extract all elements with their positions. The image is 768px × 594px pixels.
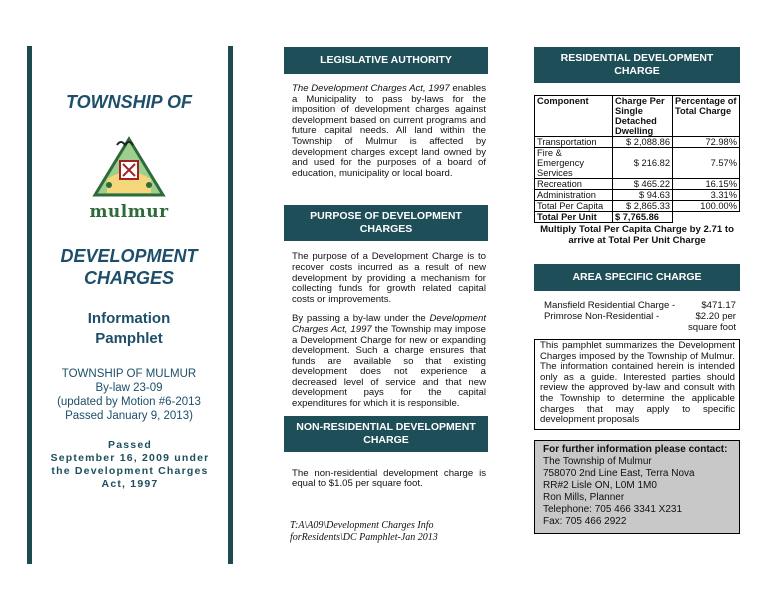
purpose-heading: PURPOSE OF DEVELOPMENT CHARGES xyxy=(284,205,488,241)
contact-line: 758070 2nd Line East, Terra Nova xyxy=(543,467,695,479)
row-percentage: 16.15% xyxy=(673,179,740,190)
column-header-component: Component xyxy=(535,96,613,137)
table-row xyxy=(535,137,740,148)
contact-box xyxy=(534,440,740,534)
table-row xyxy=(535,179,740,190)
purpose-para-1: The purpose of a Development Charge is to recover costs incurred as a result of new development by providing a mechanism for collecting funds for growth related capital costs or improvements. xyxy=(292,251,486,305)
legislative-body: enables a Municipality to pass by-laws for the imposition of development charges against development based on current programs and future capital needs. All land within the Township of Mulmur is affected by development charges except land owned by and used for the purposes of a board of education, municipality or local board. xyxy=(292,83,486,179)
table-row xyxy=(535,201,740,212)
row-charge: $ 94.63 xyxy=(613,190,673,201)
bylaw-number: By-law 23-09 xyxy=(95,382,163,394)
mansfield-value: $471.17 xyxy=(701,300,736,311)
mulmur-logo xyxy=(89,135,169,222)
primrose-unit: square foot xyxy=(687,322,736,333)
bylaw-township: TOWNSHIP OF MULMUR xyxy=(61,368,197,380)
primrose-value: $2.20 per xyxy=(695,311,736,322)
table-header-row xyxy=(535,96,740,137)
contact-line: RR#2 Lisle ON, L0M 1M0 xyxy=(543,479,657,491)
nonres-text: The non-residential development charge is equal to $1.05 per square foot. xyxy=(292,467,486,490)
cover-title-township: TOWNSHIP OF xyxy=(66,92,192,112)
row-percentage: 72.98% xyxy=(673,137,740,148)
mansfield-label: Mansfield Residential Charge - xyxy=(544,300,676,311)
cover-title-charges: CHARGES xyxy=(83,268,174,288)
row-component: Administration xyxy=(535,190,613,201)
table-row xyxy=(535,190,740,201)
cover-subtitle-information: Information xyxy=(87,310,171,327)
multiplier-note: Multiply Total Per Capita Charge by 2.71 to arrive at Total Per Unit Charge xyxy=(540,224,734,246)
contact-heading: For further information please contact: xyxy=(543,443,728,455)
purpose-para-2-start: By passing a by-law under the xyxy=(292,313,426,325)
contact-line: Telephone: 705 466 3341 X231 xyxy=(543,503,683,515)
row-percentage: 3.31% xyxy=(673,190,740,201)
total-label: Total Per Unit xyxy=(535,212,613,223)
cover-title-development: DEVELOPMENT xyxy=(60,246,198,266)
residential-heading: RESIDENTIAL DEVELOPMENT CHARGE xyxy=(534,47,740,83)
passed-date: September 16, 2009 under xyxy=(50,452,210,464)
row-component: Recreation xyxy=(535,179,613,190)
contact-line: Fax: 705 466 2922 xyxy=(543,515,627,527)
area-line-primrose xyxy=(544,311,736,322)
legislative-text xyxy=(284,84,488,179)
logo-emblem-icon xyxy=(89,135,169,201)
table-total-row xyxy=(535,212,740,223)
row-charge: $ 2,088.86 xyxy=(613,137,673,148)
residential-charge-table xyxy=(534,95,740,223)
passed-block xyxy=(30,439,230,491)
purpose-act-name: Development Charges Act, 1997 xyxy=(292,313,486,335)
area-charges xyxy=(534,300,740,333)
table-row xyxy=(535,148,740,179)
passed-label: Passed xyxy=(108,439,152,451)
purpose-para-2 xyxy=(284,314,488,409)
middle-panel xyxy=(284,47,488,544)
purpose-para-2-end: the Township may impose a Development Charge for new or expanding development. Such a charge ensures that funds are available so that existing development does not experience a decreased level of service and that new development pays for the capital expenditures for which it is responsible. xyxy=(292,323,486,410)
cover-subtitle-pamphlet: Pamphlet xyxy=(95,330,163,347)
cover-panel xyxy=(36,92,222,491)
row-charge: $ 216.82 xyxy=(613,148,673,179)
file-path-line-1: T:A\A09\Development Charges Info xyxy=(290,519,434,531)
contact-line: Ron Mills, Planner xyxy=(543,491,625,503)
contact-line: The Township of Mulmur xyxy=(543,455,652,467)
column-header-charge: Charge Per Single Detached Dwelling xyxy=(613,96,673,137)
row-charge: $ 2,865.33 xyxy=(613,201,673,212)
summary-box: This pamphlet summarizes the Development Charges imposed by the Township of Mulmur. The information contained herein is intended only as a guide. Interested parties should review the approved by-law and consult with the Township to determine the applicable charges that may apply to specific development proposals xyxy=(534,339,740,430)
passed-act: the Development Charges xyxy=(51,465,209,477)
primrose-label: Primrose Non-Residential - xyxy=(544,311,660,322)
area-line-mansfield xyxy=(544,300,736,311)
right-panel xyxy=(534,47,740,534)
bylaw-block xyxy=(36,367,222,423)
total-empty-cell xyxy=(673,212,740,223)
row-component: Total Per Capita xyxy=(535,201,613,212)
row-percentage: 7.57% xyxy=(673,148,740,179)
file-path-footer xyxy=(284,520,488,544)
passed-act-year: Act, 1997 xyxy=(101,478,159,490)
nonres-heading: NON-RESIDENTIAL DEVELOPMENT CHARGE xyxy=(284,416,488,452)
bylaw-passed-date: Passed January 9, 2013) xyxy=(65,410,193,422)
bylaw-update: (updated by Motion #6-2013 xyxy=(57,396,201,408)
row-charge: $ 465.22 xyxy=(613,179,673,190)
row-component: Fire & Emergency Services xyxy=(535,148,613,179)
row-percentage: 100.00% xyxy=(673,201,740,212)
file-path-line-2: forResidents\DC Pamphlet-Jan 2013 xyxy=(290,531,438,543)
row-component: Transportation xyxy=(535,137,613,148)
legislative-act-name: The Development Charges Act, 1997 xyxy=(292,83,450,94)
area-heading: AREA SPECIFIC CHARGE xyxy=(534,264,740,291)
column-header-percentage: Percentage of Total Charge xyxy=(673,96,740,137)
logo-wordmark: mulmur xyxy=(89,202,169,222)
total-value: $ 7,765.86 xyxy=(613,212,673,223)
legislative-heading: LEGISLATIVE AUTHORITY xyxy=(284,47,488,74)
